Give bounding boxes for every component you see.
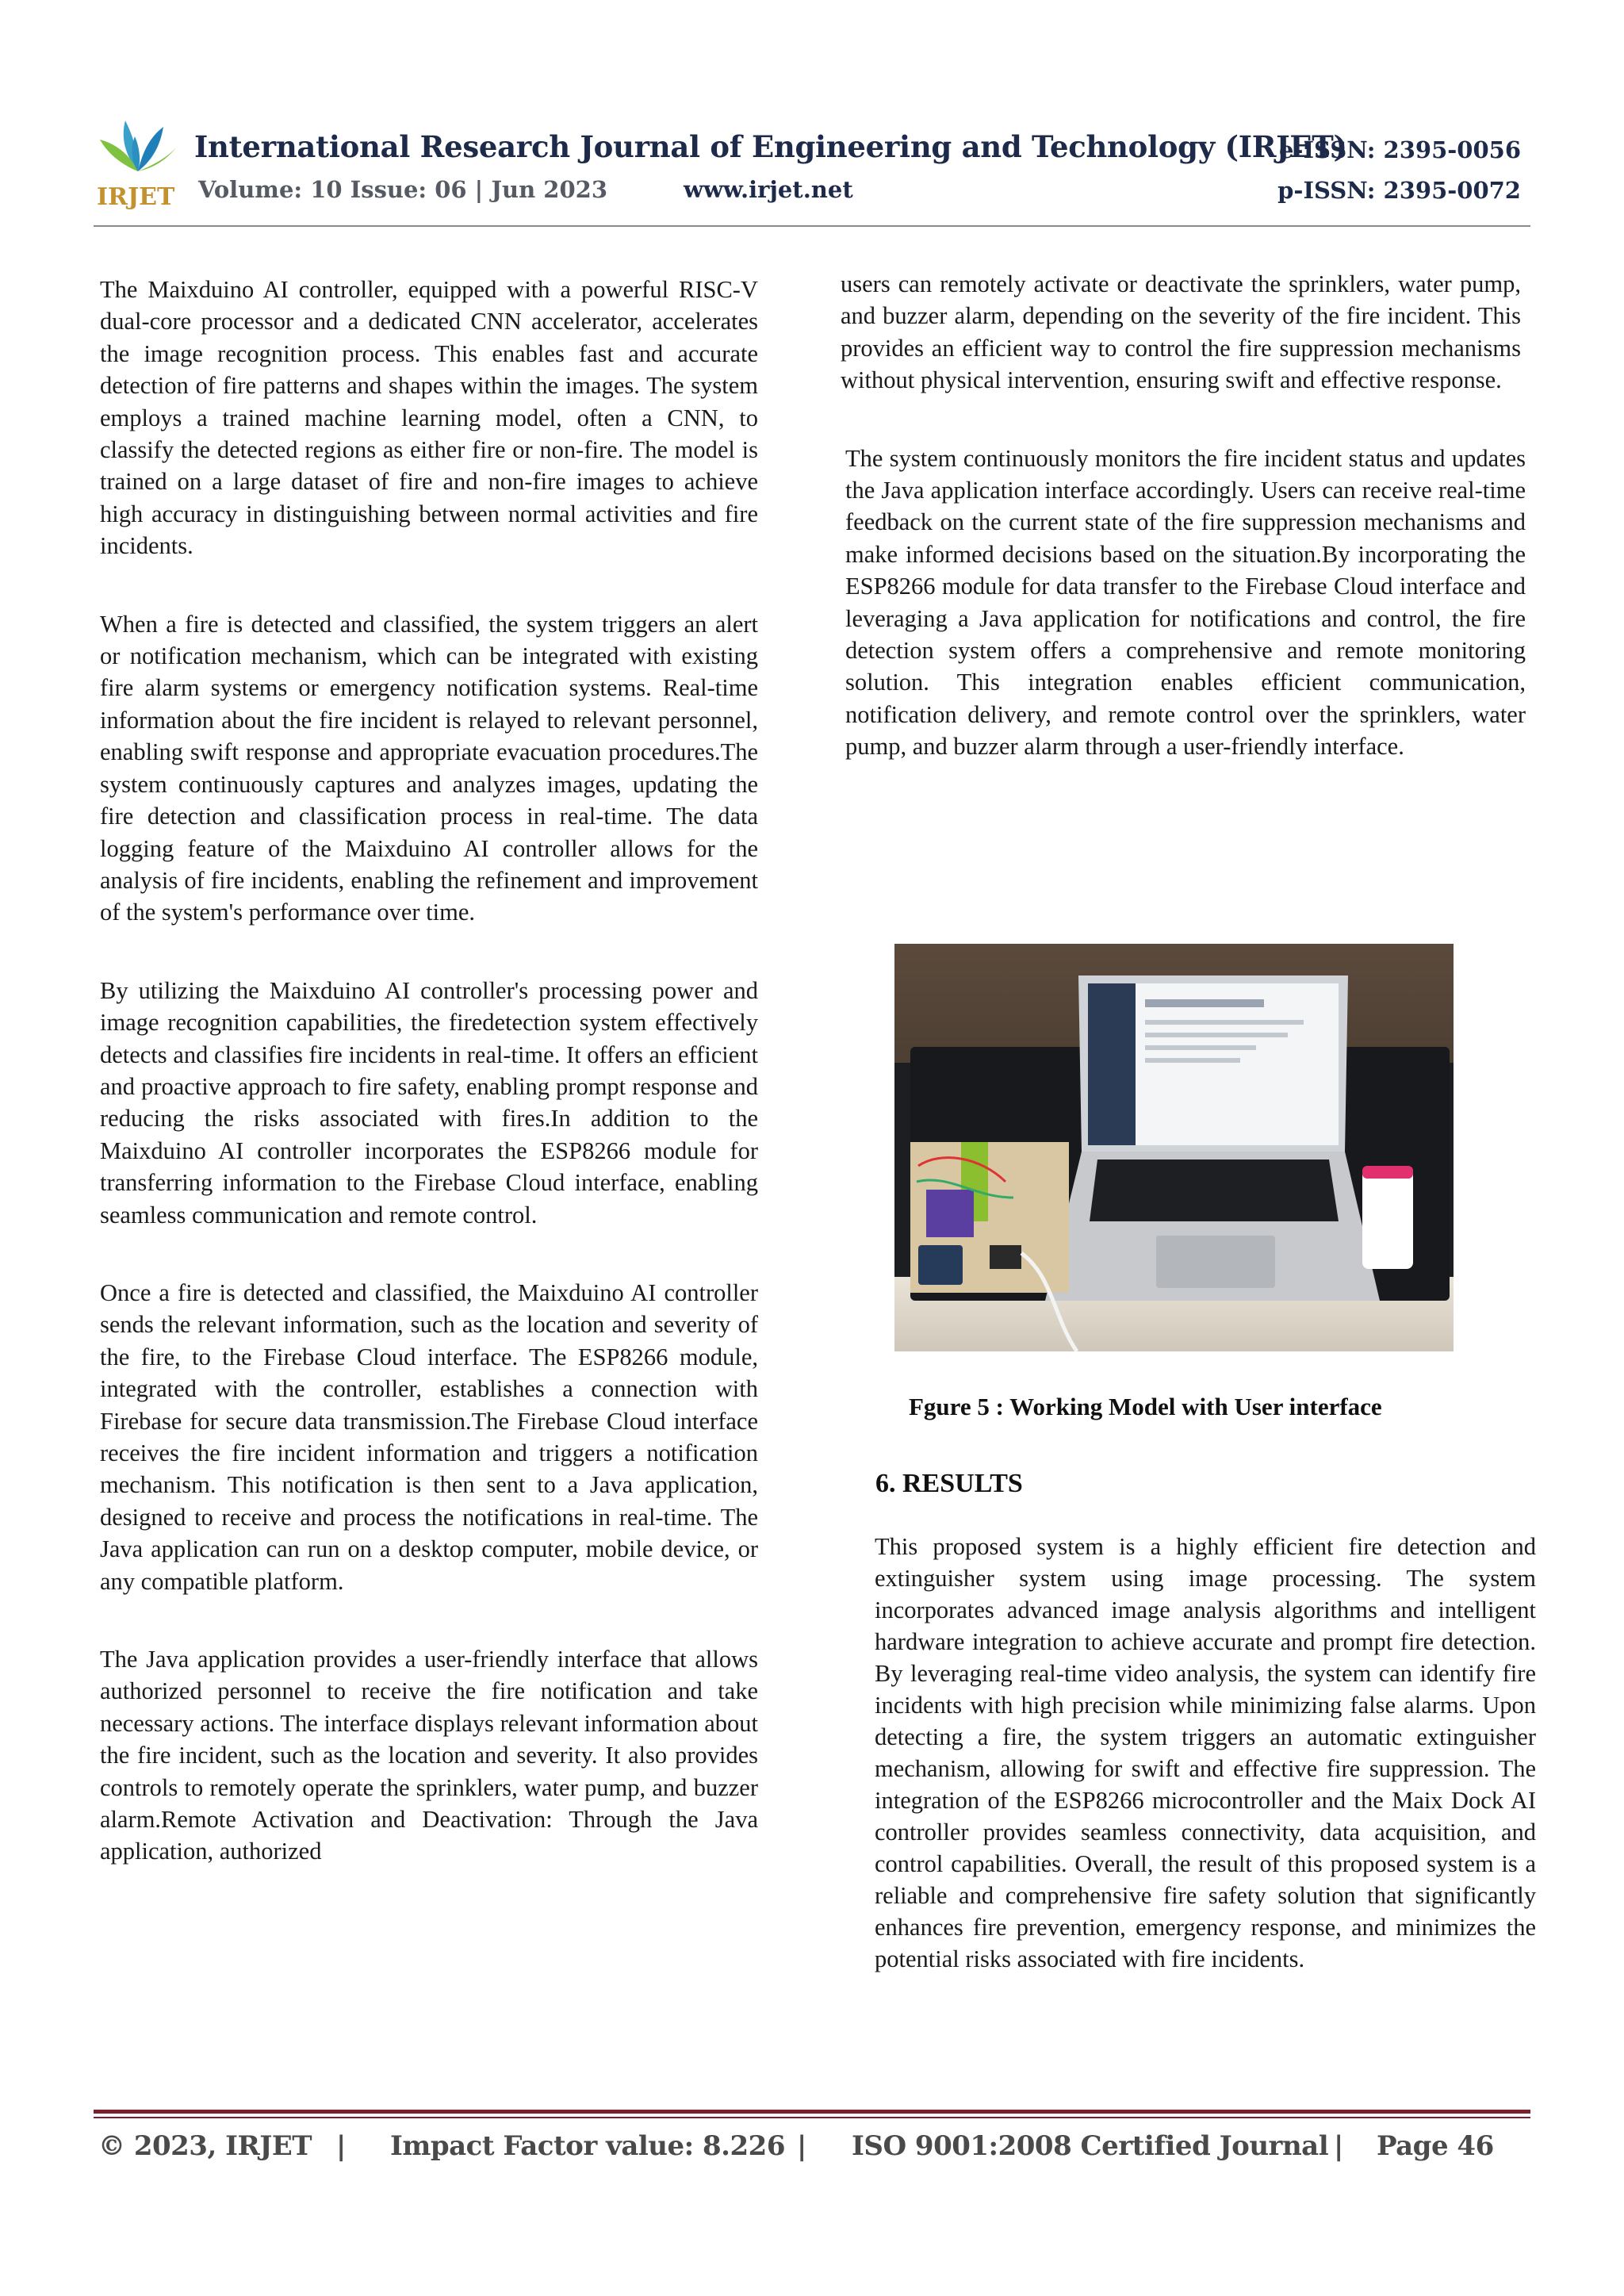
paragraph: The Maixduino AI controller, equipped with a powerful RISC-V dual-core processor and a dedicated CNN accelerator, accelerates the image recognition process. This enables fast and accurate detection of fire patterns and shapes within the images. The system employs a trained machine learning model, often a CNN, to classify the detected regions as either fire or non-fire. The model is trained on a large dataset of fire and non-fire images to achieve high accuracy in distinguishing between normal activities and fire incidents. — [100, 276, 758, 560]
leaf-logo-icon — [94, 116, 182, 214]
footer-separator: | — [797, 2130, 806, 2162]
footer-impact-factor: Impact Factor value: 8.226 — [390, 2130, 785, 2162]
paragraph: The Java application provides a user-friendly interface that allows authorized personnel to receive the fire notification and take necessary actions. The interface displays relevant information about the fire incident, such as the location and severity. It also provides controls to remotely operate the sprinklers, water pump, and buzzer alarm.Remote Activation and Deactivation: Through the Java application, authorized — [100, 1646, 758, 1865]
footer-iso-certification: ISO 9001:2008 Certified Journal — [852, 2130, 1329, 2162]
footer-divider-thick — [94, 2110, 1530, 2114]
figure-caption: Fgure 5 : Working Model with User interface — [909, 1393, 1382, 1420]
right-column — [841, 268, 1526, 809]
journal-title: International Research Journal of Engineering and Technology (IRJET) — [194, 129, 1347, 164]
section-heading-results: 6. RESULTS — [875, 1469, 1023, 1498]
results-column — [875, 1531, 1536, 1975]
footer-separator: | — [1334, 2130, 1343, 2162]
footer-separator: | — [336, 2130, 346, 2162]
footer-copyright: © 2023, IRJET — [98, 2130, 312, 2162]
header-divider — [94, 225, 1530, 227]
paragraph: This proposed system is a highly efficient fire detection and extinguisher system using image processing. The system incorporates advanced image analysis algorithms and intelligent hardware integration to achieve accurate and prompt fire detection. By leveraging real-time video analysis, the system can identify fire incidents with high precision while minimizing false alarms. Upon detecting a fire, the system triggers an automatic extinguisher mechanism, allowing for swift and effective fire suppression. The integration of the ESP8266 microcontroller and the Maix Dock AI controller provides seamless connectivity, data acquisition, and control capabilities. Overall, the result of this proposed system is a reliable and comprehensive fire safety solution that significantly enhances fire prevention, emergency response, and minimizes the potential risks associated with fire incidents. — [875, 1533, 1536, 1972]
svg-text:IRJET: IRJET — [97, 183, 175, 211]
left-column — [100, 274, 758, 1914]
working-model-photo — [894, 944, 1454, 1351]
photo-illustration — [894, 944, 1454, 1351]
e-issn: e-ISSN: 2395-0056 — [1278, 136, 1521, 163]
paragraph: The system continuously monitors the fire incident status and updates the Java application interface accordingly. Users can receive real-time feedback on the current state of the fire suppression mechanisms and make informed decisions based on the situation.By incorporating the ESP8266 module for data transfer to the Firebase Cloud interface and leveraging a Java application for notifications and control, the fire detection system offers a comprehensive and remote monitoring solution. This integration enables efficient communication, notification delivery, and remote control over the sprinklers, water pump, and buzzer alarm through a user-friendly interface. — [845, 444, 1526, 761]
paragraph: users can remotely activate or deactivate the sprinklers, water pump, and buzzer alarm, depending on the severity of the fire incident. This provides an efficient way to control the fire suppression mechanisms without physical intervention, ensuring swift and effective response. — [841, 270, 1521, 394]
p-issn: p-ISSN: 2395-0072 — [1277, 177, 1521, 204]
volume-issue: Volume: 10 Issue: 06 | Jun 2023 — [198, 176, 608, 203]
journal-website-link[interactable]: www.irjet.net — [684, 176, 853, 203]
footer-divider-thin — [94, 2117, 1530, 2118]
paragraph: Once a fire is detected and classified, the Maixduino AI controller sends the relevant information, such as the location and severity of the fire, to the Firebase Cloud interface. The ESP8266 module, integrated with the controller, establishes a connection with Firebase for secure data transmission.The Firebase Cloud interface receives the fire incident information and triggers a notification mechanism. This notification is then sent to a Java application, designed to receive and process the notifications in real-time. The Java application can run on a desktop computer, mobile device, or any compatible platform. — [100, 1278, 758, 1595]
paragraph: When a fire is detected and classified, the system triggers an alert or notification mechanism, which can be integrated with existing fire alarm systems or emergency notification systems. Real-time information about the fire incident is relayed to relevant personnel, enabling swift response and appropriate evacuation procedures.The system continuously captures and analyzes images, updating the fire detection and classification process in real-time. The data logging feature of the Maixduino AI controller allows for the analysis of fire incidents, enabling the refinement and improvement of the system's performance over time. — [100, 610, 758, 926]
journal-logo — [94, 116, 182, 214]
footer-page-number: Page 46 — [1377, 2130, 1494, 2162]
paragraph: By utilizing the Maixduino AI controller's processing power and image recognition capabilities, the firedetection system effectively detects and classifies fire incidents in real-time. It offers an efficient and proactive approach to fire safety, enabling prompt response and reducing the risks associated with fires.In addition to the Maixduino AI controller incorporates the ESP8266 module for transferring information to the Firebase Cloud interface, enabling seamless communication and remote control. — [100, 976, 758, 1228]
